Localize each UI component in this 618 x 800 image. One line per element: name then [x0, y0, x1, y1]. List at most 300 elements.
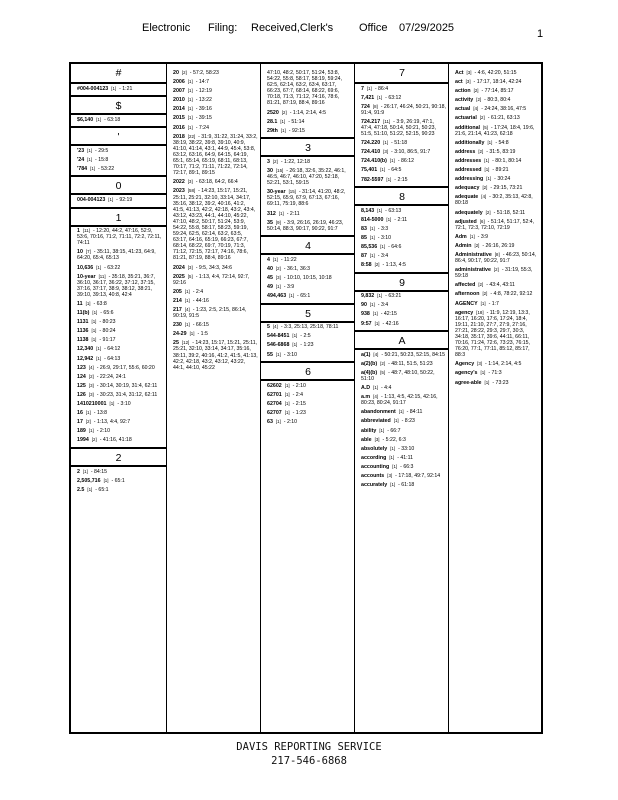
index-term: 24-29 — [173, 331, 187, 338]
index-term: 217 — [173, 307, 182, 313]
index-entry — [261, 341, 355, 350]
occurrence-count: [2] — [478, 148, 484, 154]
index-term: a.m — [361, 394, 371, 401]
page-line-refs: - 48:7, 48:10, 50:22, 51:10 — [361, 369, 435, 382]
occurrence-count: [1] — [284, 382, 290, 388]
index-term: Adm — [455, 233, 467, 240]
index-term: 724.410(b) — [361, 158, 387, 165]
index-entry — [167, 87, 261, 96]
occurrence-count: [2] — [479, 115, 485, 121]
index-entry — [167, 96, 261, 105]
section-heading: 9 — [355, 272, 449, 292]
index-term: 2023 — [173, 188, 185, 195]
index-term: #004-004123 — [77, 85, 109, 92]
index-entry — [355, 393, 449, 408]
page-line-refs: - 2:4 — [292, 391, 304, 398]
page-line-refs: - 50:21, 50:23, 52:15, 84:15 — [381, 351, 446, 358]
index-term: according — [361, 454, 387, 461]
page-line-refs: - 31:19, 55:3, 59:18 — [455, 267, 533, 280]
occurrence-count: [1] — [486, 176, 492, 182]
index-entry — [261, 323, 355, 332]
page-line-refs: - 12:19 — [195, 88, 212, 95]
occurrence-count: [1] — [369, 225, 375, 231]
page-line-refs: - 3:3, 25:13, 25:18, 78:11 — [280, 324, 339, 331]
index-entry — [71, 363, 166, 372]
occurrence-count: [1] — [372, 311, 378, 317]
page-line-refs: - 61:21, 63:13 — [487, 115, 520, 122]
occurrence-count: [3] — [374, 436, 380, 442]
index-entry — [355, 359, 449, 368]
index-entry — [355, 435, 449, 444]
page-line-refs: - 35:18, 35:21, 36:7, 36:10, 36:17, 36:22, 37:12, 37:15, 37:16, 37:17, 38:9, 38:12, 38:21, 39:10, 39:13, 40:8, 42:4 — [77, 273, 155, 298]
index-entry — [355, 148, 449, 157]
index-entry — [449, 281, 542, 290]
occurrence-count: [1] — [187, 88, 193, 94]
index-entry — [71, 436, 166, 445]
page-line-refs: - 31:14, 41:20, 48:2, 52:15, 65:9, 67:9, 67:13, 67:16, 69:11, 75:19, 88:6 — [267, 189, 346, 208]
index-term: 2520 — [267, 109, 279, 116]
index-term: 125 — [77, 382, 86, 389]
occurrence-count: [5] — [380, 369, 386, 375]
occurrence-count: [1] — [187, 115, 193, 121]
page-line-refs: - 30:24 — [494, 176, 511, 183]
index-entry — [449, 208, 542, 217]
occurrence-count: [1] — [374, 320, 380, 326]
page-line-refs: - 11:9, 12:19, 13:3, 16:17, 16:20, 17:6, 17:24, 18:4, 19:11, 21:10, 27:7, 27:9, 27:16, 27:21, 28:22, 29:3, 29:7, 30:3, 34:18, 35:17, 39:6, 44:11, 66:11, 70:16, 71:24, 72:6, 73:23, 76:15, 76:20, 77:1, 77:11, 85:12, 85:17, 88:3 — [455, 309, 530, 359]
page-line-refs: - 1:23, 2:5, 2:15, 86:14, 90:19, 91:5 — [173, 307, 247, 320]
index-entry — [261, 418, 355, 427]
index-term: accounts — [361, 472, 385, 479]
index-entry — [167, 287, 261, 296]
index-term: 004-004123 — [77, 196, 106, 203]
index-entry — [71, 272, 166, 299]
index-term: 2,505,716 — [77, 477, 101, 484]
index-entry — [355, 224, 449, 233]
index-term: 2014 — [173, 106, 185, 113]
header-date: 07/29/2025 — [399, 22, 455, 34]
index-term: addressed — [455, 167, 482, 174]
index-term: 30 — [267, 167, 273, 174]
page-line-refs: - 13:8 — [93, 410, 108, 417]
index-term: 11 — [77, 301, 83, 307]
index-term: 40 — [267, 265, 273, 272]
index-term: agree-able — [455, 379, 482, 386]
occurrence-count: [8] — [372, 103, 378, 109]
index-entry — [167, 306, 261, 321]
section-heading: 0 — [71, 175, 166, 195]
index-entry — [449, 175, 542, 184]
index-term: 63 — [267, 419, 273, 425]
index-term: 87 — [361, 253, 367, 260]
occurrence-count: [1] — [280, 127, 286, 133]
page-line-refs: - 29:5 — [95, 147, 109, 154]
index-entry — [261, 283, 355, 292]
page-line-refs: - 63:8 — [93, 301, 107, 307]
page-line-refs: - 77:14, 85:17 — [481, 88, 514, 95]
page-line-refs: - 1:13, 4:4, 92:7 — [93, 419, 131, 426]
index-entry — [167, 272, 261, 287]
occurrence-count: [22] — [187, 133, 196, 139]
page-line-refs: - 63:21 — [385, 293, 402, 300]
section-heading: A — [355, 330, 449, 350]
page-line-refs: - 1:7 — [488, 300, 499, 307]
index-entry — [355, 426, 449, 435]
page-line-refs: - 10:10, 10:15, 10:18 — [283, 274, 332, 281]
index-entry — [71, 263, 166, 272]
section-heading: 8 — [355, 186, 449, 206]
page-line-refs: - 3:9, 26:16, 26:19, 46:23, 50:14, 88:3, 90:17, 90:22, 91:7 — [267, 219, 344, 232]
index-term: 2016 — [173, 124, 185, 131]
index-entry — [167, 114, 261, 123]
page-line-refs: - 86:12 — [397, 158, 414, 165]
page-line-refs: - 53:22 — [98, 165, 115, 172]
page-line-refs: - 63:22 — [104, 264, 121, 271]
index-term: adequate — [455, 194, 479, 201]
index-term: accounting — [361, 463, 390, 470]
index-term: adequately — [455, 209, 483, 216]
index-entry — [71, 195, 166, 204]
occurrence-count: [1] — [284, 391, 290, 397]
header-electronic: Electronic — [142, 22, 191, 34]
index-term: 724.217 — [361, 118, 381, 125]
occurrence-count: [1] — [484, 157, 490, 163]
page-line-refs: - 46:23, 50:14, 86:4, 90:17, 90:22, 91:7 — [455, 251, 537, 265]
section-heading: 5 — [261, 303, 355, 323]
index-entry — [71, 354, 166, 363]
page-line-refs: - 1:13, 4:5, 42:15, 42:16, 80:23, 80:24, 91:17 — [361, 394, 438, 407]
page-line-refs: - 66:7 — [387, 427, 401, 434]
index-term: 62704 — [267, 400, 282, 407]
index-term: 85,536 — [361, 244, 378, 250]
index-term: 124 — [77, 373, 86, 380]
index-entry — [355, 368, 449, 383]
occurrence-count: [2] — [275, 265, 281, 271]
index-term: 7,421 — [361, 94, 375, 101]
index-term: 494,463 — [267, 293, 287, 300]
index-term: 35 — [267, 219, 273, 226]
index-entry — [449, 232, 542, 241]
page-line-refs: - 80:23 — [99, 319, 116, 326]
occurrence-count: [1] — [380, 244, 386, 249]
index-term: Admin — [455, 242, 472, 249]
page-line-refs: - 2:15 — [394, 176, 408, 183]
page-line-refs: - 71:3 — [488, 370, 502, 377]
index-entry — [261, 350, 355, 359]
occurrence-count: [5] — [187, 273, 193, 279]
page-line-refs: - 35:11, 38:15, 41:23, 64:9, 64:20, 65:4, 65:13 — [77, 249, 156, 262]
index-entry — [355, 233, 449, 242]
index-term: 1 — [77, 228, 80, 235]
occurrence-count: [1] — [85, 301, 91, 306]
index-term: 12,340 — [77, 346, 94, 353]
index-entry — [71, 345, 166, 354]
index-entry — [449, 250, 542, 265]
index-entry — [355, 93, 449, 102]
index-entry — [355, 453, 449, 462]
page-line-refs: - 63:18, 64:2, 66:4 — [195, 179, 238, 186]
index-entry — [261, 292, 355, 301]
occurrence-count: [3] — [465, 79, 471, 85]
index-entry — [355, 319, 449, 328]
occurrence-count: [1] — [390, 445, 396, 451]
occurrence-count: [1] — [103, 477, 109, 483]
index-entry — [71, 372, 166, 381]
index-term: 782-5597 — [361, 176, 384, 183]
page-line-refs: - 80:1, 80:14 — [492, 157, 522, 164]
index-entry — [355, 462, 449, 471]
occurrence-count: [1] — [383, 140, 389, 146]
occurrence-count: [1] — [377, 293, 383, 299]
index-term: A.D — [361, 385, 371, 392]
index-entry — [261, 264, 355, 273]
index-term: 312 — [267, 210, 276, 217]
section-heading: 1 — [71, 207, 166, 227]
occurrence-count: [1] — [111, 85, 117, 91]
occurrence-count: [1] — [278, 210, 284, 216]
index-entry — [261, 390, 355, 399]
index-entry — [167, 187, 261, 263]
page-line-refs: - 2:11 — [286, 210, 300, 217]
index-term: 83 — [361, 225, 367, 232]
index-term: 230 — [173, 322, 182, 329]
index-entry — [355, 408, 449, 417]
page-line-refs: - 3:4 — [377, 253, 389, 260]
occurrence-count: [1] — [96, 116, 102, 122]
occurrence-count: [1] — [82, 468, 88, 474]
index-term: a(4)(b) — [361, 369, 378, 376]
occurrence-count: [1] — [484, 167, 490, 173]
index-entry — [355, 261, 449, 270]
occurrence-count: [1] — [292, 342, 298, 348]
index-entry — [355, 175, 449, 184]
occurrence-count: [1] — [92, 310, 98, 316]
occurrence-count: [4] — [373, 351, 379, 357]
occurrence-count: [3] — [477, 361, 483, 367]
page-line-refs: - 64:5 — [388, 167, 402, 174]
page-line-refs: - 1:23 — [300, 342, 314, 349]
page-line-refs: - 65:6 — [100, 310, 114, 317]
page-line-refs: - 2:15 — [292, 400, 306, 407]
index-entry — [71, 318, 166, 327]
section-heading: 6 — [261, 361, 355, 381]
occurrence-count: [1] — [377, 207, 383, 213]
index-term: 10-year — [77, 273, 96, 280]
index-entry — [449, 369, 542, 378]
occurrence-count: [2] — [485, 209, 491, 215]
occurrence-count: [1] — [292, 333, 298, 339]
index-term: act — [455, 79, 463, 86]
index-entry — [355, 139, 449, 148]
page-line-refs: - 26:9, 29:17, 55:6, 60:20 — [96, 364, 155, 371]
occurrence-count: [1] — [386, 216, 392, 222]
page-line-refs: - 33:10 — [398, 445, 415, 452]
index-term: Administrative — [455, 251, 492, 258]
page-line-refs: - 65:1 — [95, 486, 109, 493]
index-term: a(2)(b) — [361, 360, 378, 367]
page-line-refs: - 3:9, 26:19, 47:1, 47:4, 47:18, 50:14, 50:21, 50:23, 51:5, 51:10, 51:22, 52:15, 90:23 — [361, 118, 436, 138]
index-term: 4 — [267, 256, 270, 263]
index-entry — [449, 290, 542, 299]
index-entry — [449, 105, 542, 114]
occurrence-count: [1] — [280, 118, 286, 124]
index-entry — [449, 241, 542, 250]
page-line-refs: - 41:11 — [397, 454, 413, 461]
index-term: 62602 — [267, 382, 282, 389]
page-line-refs: - 17:17, 18:14, 42:24 — [473, 79, 522, 86]
index-entry — [355, 157, 449, 166]
index-term: 11(b) — [77, 310, 90, 317]
index-term: 12,942 — [77, 355, 94, 362]
index-entry — [261, 273, 355, 282]
index-term: 2007 — [173, 88, 185, 95]
index-term: 814-5000 — [361, 216, 384, 223]
occurrence-count: [1] — [90, 165, 95, 171]
occurrence-count: [1] — [390, 482, 396, 488]
occurrence-count: [3] — [387, 472, 393, 478]
page-line-refs: 47:10, 48:2, 50:17, 51:24, 53:8, 54:22, 55:8, 58:17, 58:19, 59:24, 62:5, 62:14, 63:2, 63:4, 63:17, 66:23, 67:7, 68:14, 68:22, 69:6, 70:18, 71:3, 71:12, 74:16, 78:6, 81:21, 87:19, 88:4, 89:16 — [267, 70, 342, 107]
index-term: 214 — [173, 297, 182, 304]
index-term: administrative — [455, 267, 491, 274]
index-entry — [261, 166, 355, 187]
index-term: 2022 — [173, 179, 185, 186]
section-heading: 4 — [261, 235, 355, 255]
index-term: 123 — [77, 364, 86, 371]
index-entry — [167, 321, 261, 330]
index-term: activity — [455, 97, 474, 104]
header-received: Received,Clerk's — [251, 22, 334, 34]
index-term: 28.1 — [267, 118, 278, 125]
index-entry — [355, 481, 449, 490]
index-term: 1136 — [77, 328, 89, 335]
occurrence-count: [7] — [85, 249, 91, 255]
occurrence-count: [4] — [373, 394, 379, 400]
occurrence-count: [4] — [184, 307, 190, 312]
page-line-refs: - 13:22 — [195, 97, 212, 104]
page-line-refs: - 26:17, 46:24, 50:21, 90:18, 91:4, 91:9 — [361, 103, 446, 116]
index-column-5 — [448, 64, 542, 732]
index-term: '24 — [77, 156, 85, 163]
occurrence-count: [1] — [187, 124, 193, 130]
occurrence-count: [1] — [480, 370, 486, 376]
index-term: 1994 — [77, 437, 89, 444]
occurrence-count: [2] — [473, 88, 479, 94]
index-term: 5 — [267, 324, 270, 331]
index-term: 29th — [267, 127, 278, 134]
index-entry — [355, 444, 449, 453]
page-line-refs: - 1:21 — [119, 85, 133, 92]
page-line-refs: - 30:2, 35:13, 42:8, 80:18 — [455, 194, 533, 207]
index-entry — [167, 123, 261, 132]
page-line-refs: - 80:3, 80:4 — [484, 97, 511, 104]
index-term: 25 — [173, 340, 179, 347]
index-entry — [261, 399, 355, 408]
index-entry — [167, 64, 261, 78]
header-filing: Filing: — [208, 22, 238, 34]
page-line-refs: - 63:13 — [385, 207, 402, 214]
index-column-4 — [354, 64, 449, 732]
index-term: accurately — [361, 482, 388, 489]
page-line-refs: - 30:23, 31:4, 31:12, 62:11 — [96, 391, 158, 398]
page-line-refs: - 26:18, 32:6, 35:22, 46:1, 46:5, 46:7, 46:10, 47:20, 52:18, 52:21, 53:1, 59:15 — [267, 167, 346, 187]
index-entry — [167, 105, 261, 114]
index-entry — [167, 132, 261, 178]
page-line-refs: - 3:4 — [377, 302, 389, 309]
index-entry — [71, 381, 166, 390]
occurrence-count: [1] — [91, 328, 97, 334]
index-term: 10,636 — [77, 264, 94, 271]
page-line-refs: - 57:2, 58:23 — [189, 70, 219, 76]
index-term: 724 — [361, 103, 370, 110]
index-entry — [261, 209, 355, 218]
index-entry — [71, 390, 166, 399]
index-term: 546-6868 — [267, 342, 290, 349]
page-line-refs: - 48:11, 51:5, 51:23 — [388, 360, 433, 367]
index-entry — [71, 427, 166, 436]
occurrence-count: [1] — [480, 300, 486, 306]
section-heading: ' — [71, 126, 166, 146]
index-entry — [355, 102, 449, 117]
occurrence-count: [2] — [482, 291, 488, 297]
page-line-refs: - 44:16 — [192, 297, 209, 304]
page-line-refs: - 15:8 — [95, 156, 109, 163]
occurrence-count: [6] — [479, 218, 485, 224]
page-line-refs: - 64:12 — [104, 346, 121, 353]
occurrence-count: [2] — [85, 419, 91, 425]
index-entry — [261, 218, 355, 233]
page-line-refs: - 1:14, 2:14, 4:5 — [485, 361, 522, 368]
occurrence-count: [1] — [91, 319, 97, 325]
index-term: actual — [455, 106, 471, 113]
index-entry — [449, 308, 542, 360]
index-entry — [167, 263, 261, 272]
index-entry — [261, 117, 355, 126]
index-entry — [71, 300, 166, 309]
occurrence-count: [1] — [184, 297, 190, 303]
index-entry — [261, 157, 355, 166]
occurrence-count: [58] — [187, 188, 196, 194]
index-entry — [449, 156, 542, 165]
section-heading: 2 — [71, 447, 166, 467]
occurrence-count: [4] — [473, 106, 479, 112]
index-term: 3 — [267, 158, 270, 165]
occurrence-count: [2] — [474, 242, 480, 248]
occurrence-count: [1] — [392, 463, 398, 469]
index-term: 20 — [173, 70, 179, 76]
page-line-refs: - 9:5, 34:3, 34:6 — [195, 264, 233, 271]
page-line-refs: - 22:24, 24:1 — [96, 373, 126, 380]
occurrence-count: [2] — [374, 262, 380, 268]
occurrence-count: [2] — [493, 267, 499, 273]
occurrence-count: [15] — [288, 189, 296, 195]
occurrence-count: [1] — [275, 419, 281, 424]
occurrence-count: [1] — [487, 139, 493, 145]
index-term: 8,143 — [361, 207, 375, 214]
index-entry — [355, 384, 449, 393]
index-term: AGENCY — [455, 300, 478, 307]
index-entry — [449, 87, 542, 96]
occurrence-count: [1] — [369, 234, 375, 240]
index-term: 2018 — [173, 133, 185, 140]
occurrence-count: [1] — [373, 385, 379, 391]
index-entry — [167, 296, 261, 305]
occurrence-count: [4] — [272, 324, 278, 330]
index-entry — [71, 476, 166, 485]
index-entry — [167, 78, 261, 87]
section-heading: # — [71, 64, 166, 84]
index-entry — [449, 378, 542, 387]
page-line-refs: - 66:15 — [192, 322, 209, 329]
page-number: 1 — [537, 28, 544, 40]
